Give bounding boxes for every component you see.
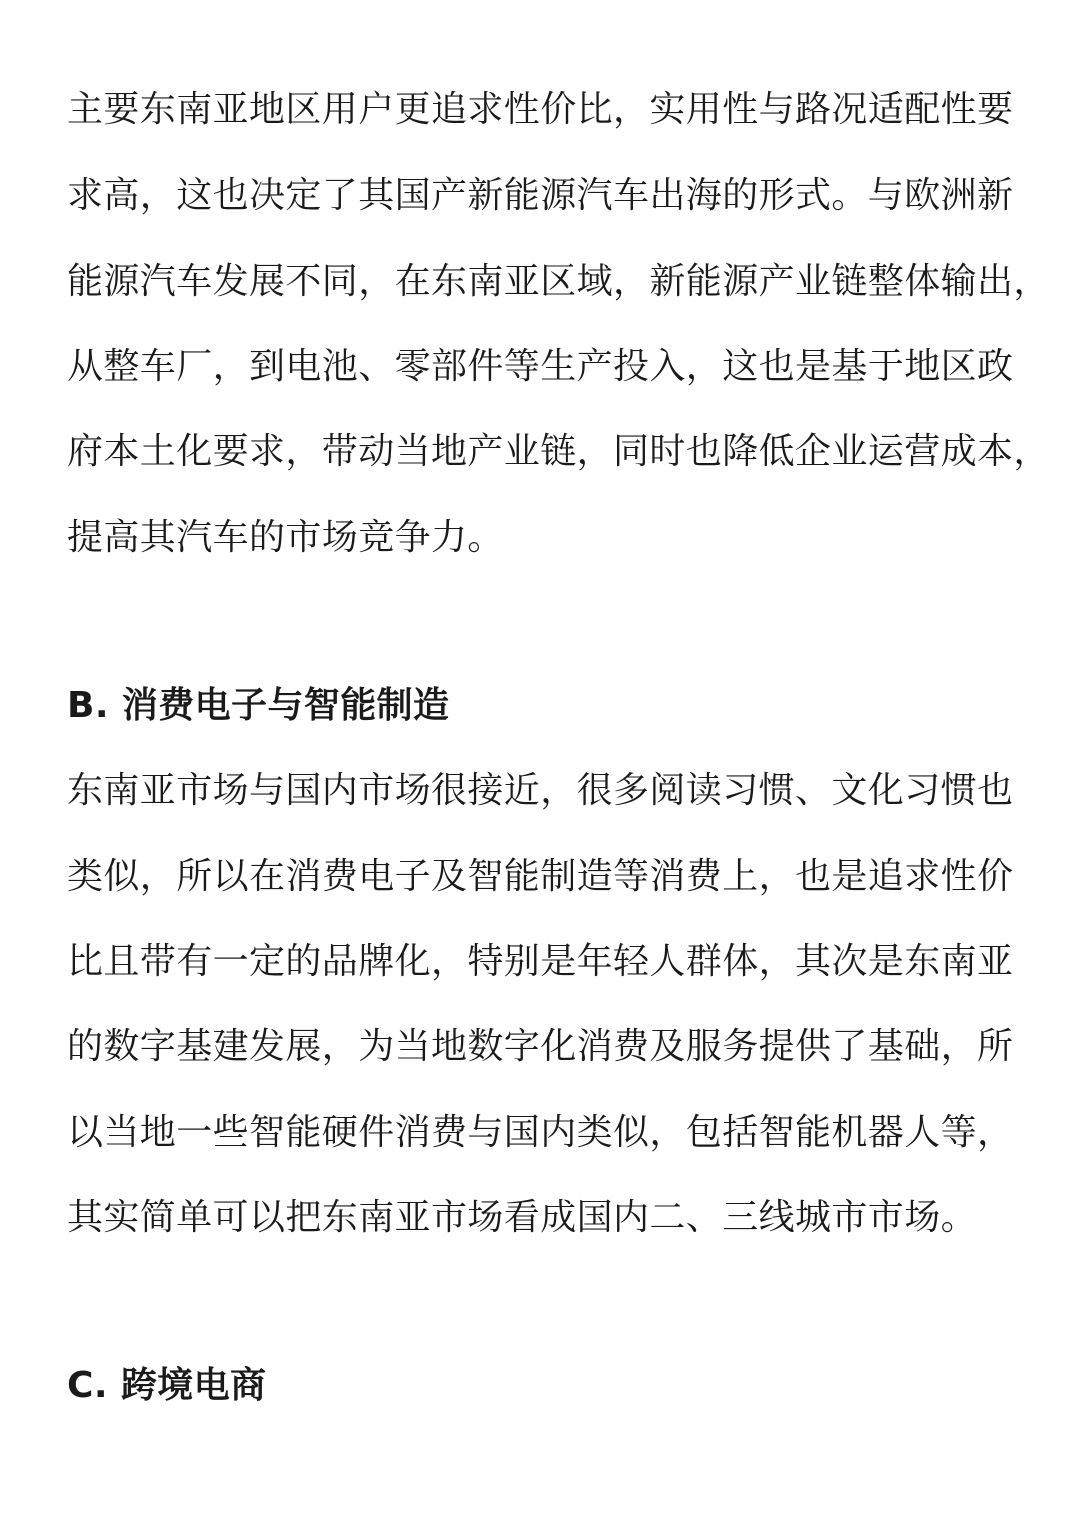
paragraph-a-line-3: 能源汽车发展不同，在东南亚区域，新能源产业链整体输出， xyxy=(67,261,1050,302)
paragraph-b-line-2: 类似，所以在消费电子及智能制造等消费上，也是追求性价 xyxy=(67,856,1014,897)
paragraph-b-line-6: 其实简单可以把东南亚市场看成国内二、三线城市市场。 xyxy=(67,1197,978,1238)
paragraph-a-line-5: 府本土化要求，带动当地产业链，同时也降低企业运营成本， xyxy=(67,431,1050,472)
section-c-heading: C. 跨境电商 xyxy=(67,1365,267,1406)
paragraph-a-line-2: 求高，这也决定了其国产新能源汽车出海的形式。与欧洲新 xyxy=(67,175,1014,216)
section-b-heading: B. 消费电子与智能制造 xyxy=(67,685,450,726)
paragraph-b-line-3: 比且带有一定的品牌化，特别是年轻人群体，其次是东南亚 xyxy=(67,941,1014,982)
paragraph-a-line-1: 主要东南亚地区用户更追求性价比，实用性与路况适配性要 xyxy=(67,89,1014,130)
paragraph-b-line-1: 东南亚市场与国内市场很接近，很多阅读习惯、文化习惯也 xyxy=(67,770,1014,811)
paragraph-a-line-6: 提高其汽车的市场竞争力。 xyxy=(67,517,504,558)
paragraph-b-line-4: 的数字基建发展，为当地数字化消费及服务提供了基础，所 xyxy=(67,1026,1014,1067)
paragraph-a-line-4: 从整车厂，到电池、零部件等生产投入，这也是基于地区政 xyxy=(67,346,1014,387)
paragraph-b-line-5: 以当地一些智能硬件消费与国内类似，包括智能机器人等， xyxy=(67,1112,1014,1153)
